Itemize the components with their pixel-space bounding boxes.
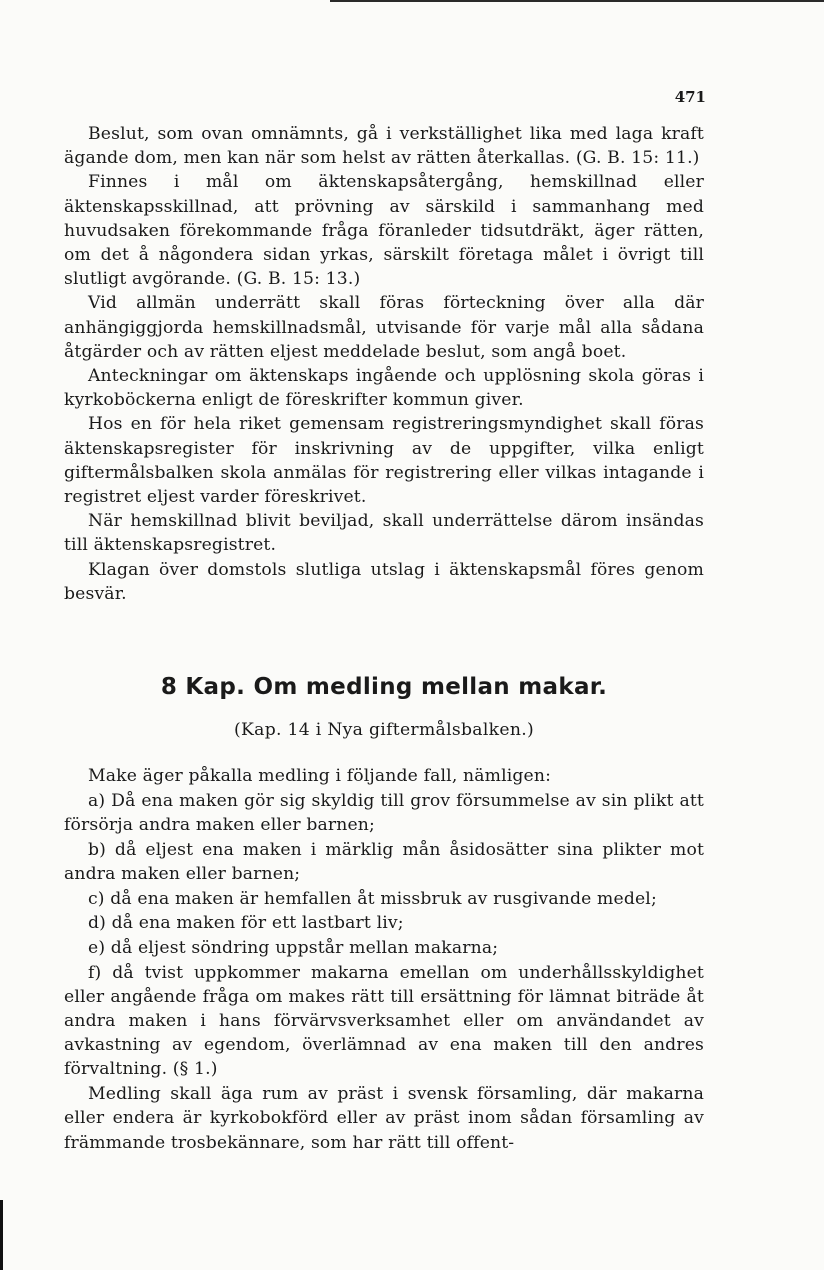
list-item: b) då eljest ena maken i märklig mån åsidosätter sina plikter mot andra maken eller barnen; bbox=[64, 839, 704, 884]
paragraph: Make äger påkalla medling i följande fall, nämligen: bbox=[88, 766, 552, 786]
paragraph: Anteckningar om äktenskaps ingående och upplösning skola göras i kyrkoböckerna enligt de föreskrifter kommun giver. bbox=[64, 366, 704, 411]
bottom-text-block bbox=[64, 764, 704, 1155]
chapter-subheading: (Kap. 14 i Nya giftermålsbalken.) bbox=[234, 720, 534, 740]
paragraph: Beslut, som ovan omnämnts, gå i verkställighet lika med laga kraft ägande dom, men kan när som helst av rätten återkallas. (G. B. 15: 11.) bbox=[64, 124, 704, 169]
paragraph: Finnes i mål om äktenskapsåtergång, hemskillnad eller äktenskapsskillnad, att prövning av särskild i sammanhang med huvudsaken förekommande fråga föranleder tidsutdräkt, äger rätten, om det å någondera sidan yrkas, särskilt företaga målet i övrigt till slutligt avgörande. (G. B. 15: 13.) bbox=[64, 172, 704, 290]
page-number: 471 bbox=[674, 88, 706, 106]
paragraph: Hos en för hela riket gemensam registreringsmyndighet skall föras äktenskapsregister för inskrivning av de uppgifter, vilka enligt giftermålsbalken skola anmälas för registrering eller vilkas intagande i registret eljest varder föreskrivet. bbox=[64, 414, 704, 508]
paragraph: Medling skall äga rum av präst i svensk församling, där makarna eller endera är kyrkobokförd eller av präst inom sådan församling av främmande trosbekännare, som har rätt till offent- bbox=[64, 1084, 704, 1153]
top-text-block bbox=[64, 122, 704, 606]
chapter-heading: 8 Kap. Om medling mellan makar. bbox=[160, 674, 608, 700]
top-edge-rule bbox=[330, 0, 824, 2]
paragraph: Klagan över domstols slutliga utslag i äktenskapsmål föres genom besvär. bbox=[64, 559, 704, 604]
paragraph: När hemskillnad blivit beviljad, skall underrättelse därom insändas till äktenskapsregistret. bbox=[64, 511, 704, 556]
list-item: f) då tvist uppkommer makarna emellan om underhållsskyldighet eller angående fråga om makes rätt till ersättning för lämnat biträde åt andra maken i hans förvärvsverksamhet eller om användandet av avkastning av egendom, överlämnad av ena maken till den andres förvaltning. (§ 1.) bbox=[64, 962, 704, 1080]
list-item: e) då eljest söndring uppstår mellan makarna; bbox=[88, 937, 499, 958]
list-item: c) då ena maken är hemfallen åt missbruk av rusgivande medel; bbox=[88, 888, 657, 909]
list-item: a) Då ena maken gör sig skyldig till grov försummelse av sin plikt att försörja andra maken eller barnen; bbox=[64, 790, 704, 835]
paragraph: Vid allmän underrätt skall föras förteckning över alla där anhängiggjorda hemskillnadsmål, utvisande för varje mål alla sådana åtgärder och av rätten eljest meddelade beslut, som angå boet. bbox=[64, 293, 704, 362]
list-item: d) då ena maken för ett lastbart liv; bbox=[88, 913, 404, 934]
left-edge-mark bbox=[0, 1200, 3, 1270]
